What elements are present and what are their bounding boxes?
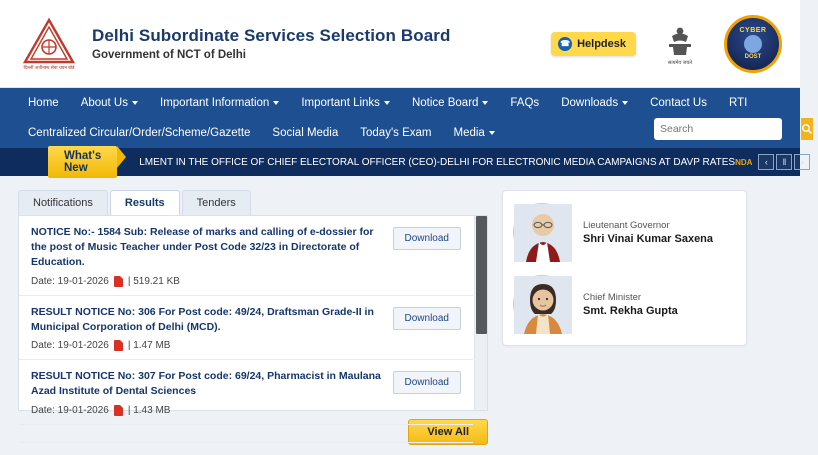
notice-size: | 1.43 MB	[127, 404, 171, 416]
list-item[interactable]	[19, 216, 473, 296]
download-button[interactable]: Download	[393, 307, 461, 330]
marquee-controls	[735, 154, 818, 170]
nav-item-todays-exam[interactable]	[350, 121, 441, 145]
notice-date: Date: 19-01-2026	[31, 340, 109, 352]
tab-tenders[interactable]: Tenders	[182, 190, 251, 215]
list-item[interactable]	[19, 425, 473, 443]
nav-label-9: Centralized Circular/Order/Scheme/Gazette	[28, 127, 251, 139]
svg-text:सत्यमेव जयते: सत्यमेव जयते	[667, 59, 693, 66]
whats-new-bar	[0, 148, 804, 176]
page-title: Delhi Subordinate Services Selection Board	[92, 26, 451, 45]
official-name: Smt. Rekha Gupta	[583, 304, 678, 317]
nav-item-7[interactable]	[640, 91, 717, 115]
pdf-icon	[114, 405, 123, 416]
nav-label-7: Contact Us	[650, 97, 707, 109]
chevron-down-icon	[384, 101, 390, 105]
helpdesk-label: Helpdesk	[577, 37, 626, 50]
officials-section	[502, 190, 747, 455]
nav-label-12: Media	[453, 127, 485, 139]
notice-list	[19, 216, 473, 416]
notice-meta	[31, 405, 385, 416]
cyber-dost-line2: DOST	[744, 54, 762, 60]
main-content	[0, 176, 800, 455]
notice-section	[18, 190, 488, 455]
whats-new-label: What's New	[48, 146, 117, 178]
list-item[interactable]	[19, 360, 473, 424]
nav-label-3: Important Links	[301, 97, 380, 109]
notice-title: NOTICE No:- 1584 Sub: Release of marks and calling of e-dossier for the post of Music Teacher under Post Code 32/23 in Directorate of Education.	[31, 226, 374, 269]
notice-tabs	[18, 190, 488, 215]
nav-item-5[interactable]	[500, 91, 549, 115]
pdf-icon	[114, 276, 123, 287]
nav-item-centralized-circular[interactable]	[18, 121, 260, 145]
notice-panel	[18, 215, 488, 416]
notice-meta	[31, 276, 385, 287]
nav-item-1[interactable]	[71, 91, 148, 115]
chevron-down-icon	[489, 131, 495, 135]
view-all-button[interactable]: View All	[408, 419, 488, 445]
official-lieutenant-governor[interactable]	[513, 203, 736, 261]
nav-label-10: Social Media	[272, 127, 339, 139]
download-button[interactable]: Download	[393, 227, 461, 250]
nav-item-3[interactable]	[291, 91, 400, 115]
site-title-block	[92, 26, 450, 61]
official-name: Shri Vinai Kumar Saxena	[583, 232, 714, 245]
notice-size: | 519.21 KB	[127, 275, 180, 287]
search-box[interactable]	[654, 118, 782, 140]
nav-label-6: Downloads	[561, 97, 619, 109]
notice-title: RESULT NOTICE No: 307 For Post code: 69/24, Pharmacist in Maulana Azad Institute of Dental Sciences	[31, 370, 381, 398]
nav-label-11: Today's Exam	[360, 127, 432, 139]
nav-label-1: About Us	[80, 97, 128, 109]
search-input[interactable]	[654, 123, 801, 135]
official-role: Chief Minister	[583, 291, 642, 303]
nav-label-5: FAQs	[510, 97, 540, 109]
nav-item-4[interactable]	[402, 91, 498, 115]
notice-size: | 1.47 MB	[127, 340, 171, 352]
chevron-down-icon	[482, 101, 488, 105]
pdf-icon	[114, 340, 123, 351]
nav-item-0[interactable]	[18, 91, 69, 115]
chevron-down-icon	[132, 101, 138, 105]
tab-results[interactable]: Results	[110, 190, 180, 215]
whats-new-marquee-text[interactable]: LMENT IN THE OFFICE OF CHIEF ELECTORAL OFFICER (CEO)-DELHI FOR ELECTRONIC MEDIA CAMPAIGNS AT DAVP RATES	[139, 156, 736, 168]
notice-meta	[31, 340, 385, 351]
marquee-pause-button[interactable]: ‖	[776, 154, 792, 170]
official-info-0	[583, 220, 713, 245]
nav-label-2: Important Information	[160, 97, 270, 109]
marquee-prev-button[interactable]: ‹	[758, 154, 774, 170]
cyber-dost-line1: CYBER	[739, 27, 767, 34]
nav-item-media[interactable]	[444, 121, 505, 145]
nav-item-8[interactable]	[719, 91, 757, 115]
notice-text-1	[31, 305, 385, 351]
nav-item-social-media[interactable]	[262, 121, 348, 145]
search-button[interactable]	[801, 118, 813, 140]
cyber-dost-figure-icon	[744, 35, 762, 53]
nda-badge: NDA	[735, 157, 753, 167]
page-subtitle: Government of NCT of Delhi	[92, 49, 246, 61]
helpdesk-button[interactable]	[551, 32, 636, 56]
main-navigation	[0, 88, 800, 148]
header-right-group	[551, 13, 782, 75]
scrollbar-thumb[interactable]	[476, 216, 487, 334]
notice-text-0	[31, 225, 385, 287]
cyber-dost-logo	[724, 15, 782, 73]
avatar	[513, 203, 571, 261]
site-header	[0, 0, 800, 88]
chevron-down-icon	[622, 101, 628, 105]
official-info-1	[583, 292, 678, 317]
tab-notifications[interactable]: Notifications	[18, 190, 108, 215]
notice-date: Date: 19-01-2026	[31, 275, 109, 287]
notice-title: RESULT NOTICE No: 306 For Post code: 49/24, Draftsman Grade-II in Municipal Corporation of Delhi (MCD).	[31, 305, 374, 333]
download-button[interactable]: Download	[393, 371, 461, 394]
chevron-down-icon	[273, 101, 279, 105]
list-item[interactable]	[19, 296, 473, 360]
notice-scrollbar[interactable]	[474, 216, 487, 410]
avatar	[513, 275, 571, 333]
nav-label-8: RTI	[728, 97, 748, 109]
marquee-next-button[interactable]: ›	[794, 154, 810, 170]
national-emblem-icon	[654, 13, 706, 75]
official-chief-minister[interactable]	[513, 275, 736, 333]
nav-label-4: Notice Board	[411, 97, 479, 109]
nav-item-2[interactable]	[150, 91, 289, 115]
dsssb-logo	[18, 13, 80, 75]
nav-row-primary	[18, 88, 782, 118]
officials-card	[502, 190, 747, 346]
notice-text-2	[31, 369, 385, 415]
phone-icon: ☎	[558, 37, 572, 51]
nav-label-0: Home	[28, 97, 59, 109]
svg-text:दिल्ली अधीनस्थ सेवा चयन बोर्ड: दिल्ली अधीनस्थ सेवा चयन बोर्ड	[23, 64, 75, 70]
official-role: Lieutenant Governor	[583, 219, 670, 231]
notice-date: Date: 19-01-2026	[31, 404, 109, 416]
nav-item-6[interactable]	[551, 91, 638, 115]
search-icon	[801, 123, 813, 135]
